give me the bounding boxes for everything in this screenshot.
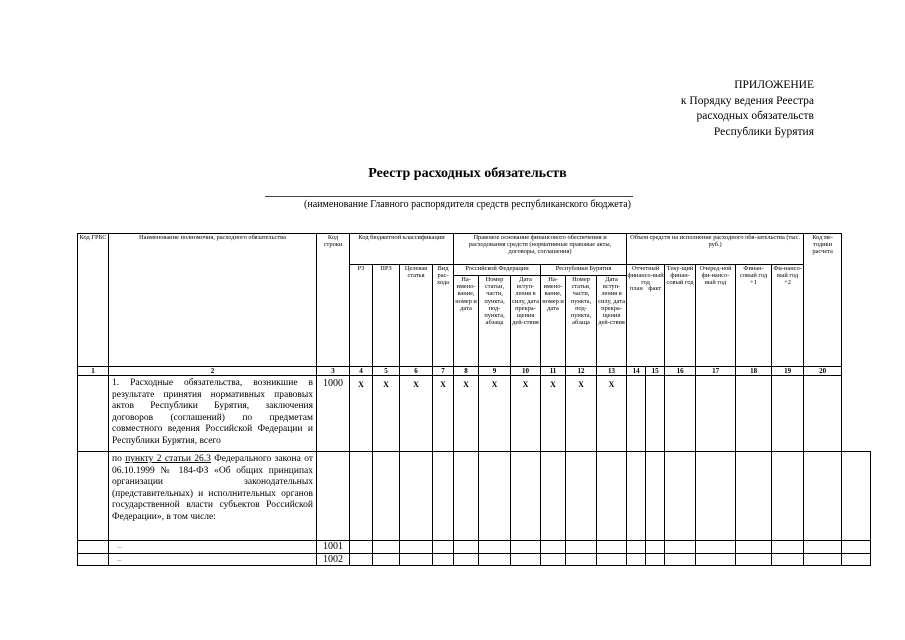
empty-cell[interactable] xyxy=(696,553,736,566)
header-rf-act-name: На-имено-вание, номер и дата xyxy=(454,276,479,367)
grbs-code-cell xyxy=(78,376,109,452)
header-year-plus-1: Финан-совый год +1 xyxy=(736,265,772,367)
grbs-name-line xyxy=(265,196,633,197)
column-number: 12 xyxy=(566,367,597,376)
empty-cell[interactable] xyxy=(454,452,479,541)
sub-obligation-name: ... xyxy=(109,553,317,566)
document-title: Реестр расходных обязательств xyxy=(368,166,567,181)
appendix-line: Республики Бурятия xyxy=(713,125,814,138)
empty-cell[interactable] xyxy=(842,452,871,541)
empty-cell[interactable] xyxy=(627,541,646,554)
header-report-year: Отчетный финансо-вый год xyxy=(627,265,664,287)
header-current-year: Теку-щий финан-совый год xyxy=(665,265,696,367)
header-rz: РЗ xyxy=(350,265,373,367)
empty-cell[interactable] xyxy=(646,553,665,566)
appendix-line: расходных обязательств xyxy=(696,110,814,122)
empty-cell[interactable] xyxy=(646,541,665,554)
empty-cell[interactable] xyxy=(646,376,665,452)
empty-cell[interactable] xyxy=(566,553,597,566)
header-legal-basis: Правовое основание финансового обеспечения и расходования средств (нормативные правовые акты, договоры, соглашения) xyxy=(454,234,627,265)
header-method-code: Код ме-тодики расчета xyxy=(804,234,842,367)
obligation-name-cell: 1. Расходные обязательства, возникшие в результате принятия нормативных правовых актов Республики Бурятия, заключения договоров (соглашений) по предметам совместного ведения Российской Федерации и Республики Бурятия, всего xyxy=(109,376,317,452)
empty-cell[interactable] xyxy=(373,452,400,541)
empty-cell[interactable] xyxy=(479,553,511,566)
column-number: 13 xyxy=(597,367,627,376)
appendix-line: к Порядку ведения Реестра xyxy=(680,94,814,107)
column-number: 11 xyxy=(541,367,566,376)
empty-cell[interactable] xyxy=(665,376,696,452)
empty-cell[interactable] xyxy=(804,541,842,554)
column-number: 8 xyxy=(454,367,479,376)
empty-cell[interactable] xyxy=(511,553,541,566)
legal-basis-row-cell xyxy=(109,452,317,541)
column-number: 6 xyxy=(400,367,433,376)
empty-cell[interactable] xyxy=(736,452,772,541)
empty-cell[interactable] xyxy=(541,541,566,554)
empty-cell[interactable] xyxy=(433,541,454,554)
x-mark: X xyxy=(433,376,454,452)
empty-cell[interactable] xyxy=(350,553,373,566)
grbs-code-cell xyxy=(78,452,109,541)
empty-cell[interactable] xyxy=(696,541,736,554)
x-mark: X xyxy=(479,376,511,452)
sub-obligation-name: ... xyxy=(109,541,317,554)
column-number: 5 xyxy=(373,367,400,376)
empty-cell[interactable] xyxy=(400,553,433,566)
header-fact: факт xyxy=(648,285,662,292)
column-number: 19 xyxy=(772,367,804,376)
header-row-code: Код строки xyxy=(317,234,350,367)
empty-cell[interactable] xyxy=(665,553,696,566)
empty-cell[interactable] xyxy=(566,541,597,554)
header-year-plus-2: Фи-нансо-вый год +2 xyxy=(772,265,804,367)
header-next-year: Очеред-ной фи-нансо-вый год xyxy=(696,265,736,367)
empty-cell[interactable] xyxy=(400,452,433,541)
x-mark: X xyxy=(454,376,479,452)
header-rf-date: Дата вступ-ления в силу, дата прекра-щения дей-ствия xyxy=(511,276,541,367)
column-number: 20 xyxy=(804,367,842,376)
empty-cell[interactable] xyxy=(772,376,804,452)
header-rb-article: Номер статьи, части, пункта, под-пункта, абзаца xyxy=(566,276,597,367)
row-code-cell xyxy=(317,452,350,541)
empty-cell[interactable] xyxy=(772,541,804,554)
basis-prefix: по xyxy=(112,454,126,464)
empty-cell[interactable] xyxy=(433,452,454,541)
empty-cell[interactable] xyxy=(665,452,696,541)
row-code-cell: 1002 xyxy=(317,553,350,566)
column-number: 15 xyxy=(646,367,665,376)
column-number: 1 xyxy=(78,367,109,376)
header-expense-volume: Объем средств на исполнение расходного обя-зательства (тыс. руб.) xyxy=(627,234,804,265)
header-prz: ПРЗ xyxy=(373,265,400,367)
empty-cell[interactable] xyxy=(541,452,566,541)
header-report-year-group xyxy=(627,265,665,367)
empty-cell[interactable] xyxy=(454,553,479,566)
basis-suffix: Федерального закона от 06.10.1999 № 184-ФЗ «Об общих принципах организации законодательных (представительных) и исполнительных органов государственной власти субъектов Российской Федерации», в том числе: xyxy=(112,454,313,522)
header-republic-buryatia: Республики Бурятия xyxy=(541,265,627,276)
header-rb-date: Дата вступ-ления в силу, дата прекра-щения дей-ствия xyxy=(597,276,627,367)
column-number: 9 xyxy=(479,367,511,376)
empty-cell[interactable] xyxy=(511,541,541,554)
empty-cell[interactable] xyxy=(373,553,400,566)
empty-cell[interactable] xyxy=(665,541,696,554)
empty-cell[interactable] xyxy=(696,452,736,541)
column-number: 17 xyxy=(696,367,736,376)
empty-cell[interactable] xyxy=(433,553,454,566)
header-russian-federation: Российской Федерации xyxy=(454,265,541,276)
empty-cell[interactable] xyxy=(597,553,627,566)
empty-cell[interactable] xyxy=(566,452,597,541)
x-mark: X xyxy=(541,376,566,452)
column-number: 18 xyxy=(736,367,772,376)
x-mark: X xyxy=(597,376,627,452)
empty-cell[interactable] xyxy=(842,541,871,554)
column-number: 16 xyxy=(665,367,696,376)
empty-cell[interactable] xyxy=(736,541,772,554)
empty-cell[interactable] xyxy=(804,376,842,452)
header-rf-article: Номер статьи, части, пункта, под-пункта, абзаца xyxy=(479,276,511,367)
column-number: 4 xyxy=(350,367,373,376)
empty-cell[interactable] xyxy=(511,452,541,541)
empty-cell[interactable] xyxy=(479,452,511,541)
empty-cell[interactable] xyxy=(627,452,646,541)
x-mark: X xyxy=(400,376,433,452)
empty-cell[interactable] xyxy=(479,541,511,554)
column-number: 14 xyxy=(627,367,646,376)
empty-cell[interactable] xyxy=(736,376,772,452)
basis-link[interactable]: пункту 2 статьи 26.3 xyxy=(125,454,211,464)
empty-cell[interactable] xyxy=(350,541,373,554)
header-authority-name: Наименование полномочия, расходного обязательства xyxy=(109,234,317,367)
appendix-line: ПРИЛОЖЕНИЕ xyxy=(734,79,814,91)
x-mark: X xyxy=(350,376,373,452)
column-number: 7 xyxy=(433,367,454,376)
x-mark: X xyxy=(373,376,400,452)
empty-cell[interactable] xyxy=(772,452,804,541)
header-rb-act-name: На-имено-вание, номер и дата xyxy=(541,276,566,367)
grbs-caption: (наименование Главного распорядителя средств республиканского бюджета) xyxy=(304,199,631,210)
grbs-code-cell xyxy=(78,553,109,566)
grbs-code-cell xyxy=(78,541,109,554)
column-number: 10 xyxy=(511,367,541,376)
empty-cell[interactable] xyxy=(736,553,772,566)
empty-cell[interactable] xyxy=(597,541,627,554)
empty-cell[interactable] xyxy=(696,376,736,452)
header-budget-classification: Код бюджетной классификации xyxy=(350,234,454,265)
empty-cell[interactable] xyxy=(627,376,646,452)
header-expense-type: Вид рас-хода xyxy=(433,265,454,367)
empty-cell[interactable] xyxy=(804,553,842,566)
empty-cell[interactable] xyxy=(541,553,566,566)
empty-cell[interactable] xyxy=(454,541,479,554)
empty-cell[interactable] xyxy=(400,541,433,554)
header-target-item: Целевая статья xyxy=(400,265,433,367)
x-mark: X xyxy=(566,376,597,452)
column-number: 2 xyxy=(109,367,317,376)
registry-table xyxy=(77,233,871,566)
empty-cell[interactable] xyxy=(597,452,627,541)
header-grbs-code: Код ГРБС xyxy=(78,234,109,367)
appendix-block xyxy=(681,78,814,140)
empty-cell[interactable] xyxy=(627,553,646,566)
empty-cell[interactable] xyxy=(842,553,871,566)
header-plan: план xyxy=(629,285,643,292)
empty-cell[interactable] xyxy=(646,452,665,541)
empty-cell[interactable] xyxy=(804,452,842,541)
row-code-cell: 1001 xyxy=(317,541,350,554)
empty-cell[interactable] xyxy=(772,553,804,566)
x-mark: X xyxy=(511,376,541,452)
empty-cell[interactable] xyxy=(350,452,373,541)
column-number: 3 xyxy=(317,367,350,376)
row-code-cell: 1000 xyxy=(317,376,350,452)
empty-cell[interactable] xyxy=(373,541,400,554)
